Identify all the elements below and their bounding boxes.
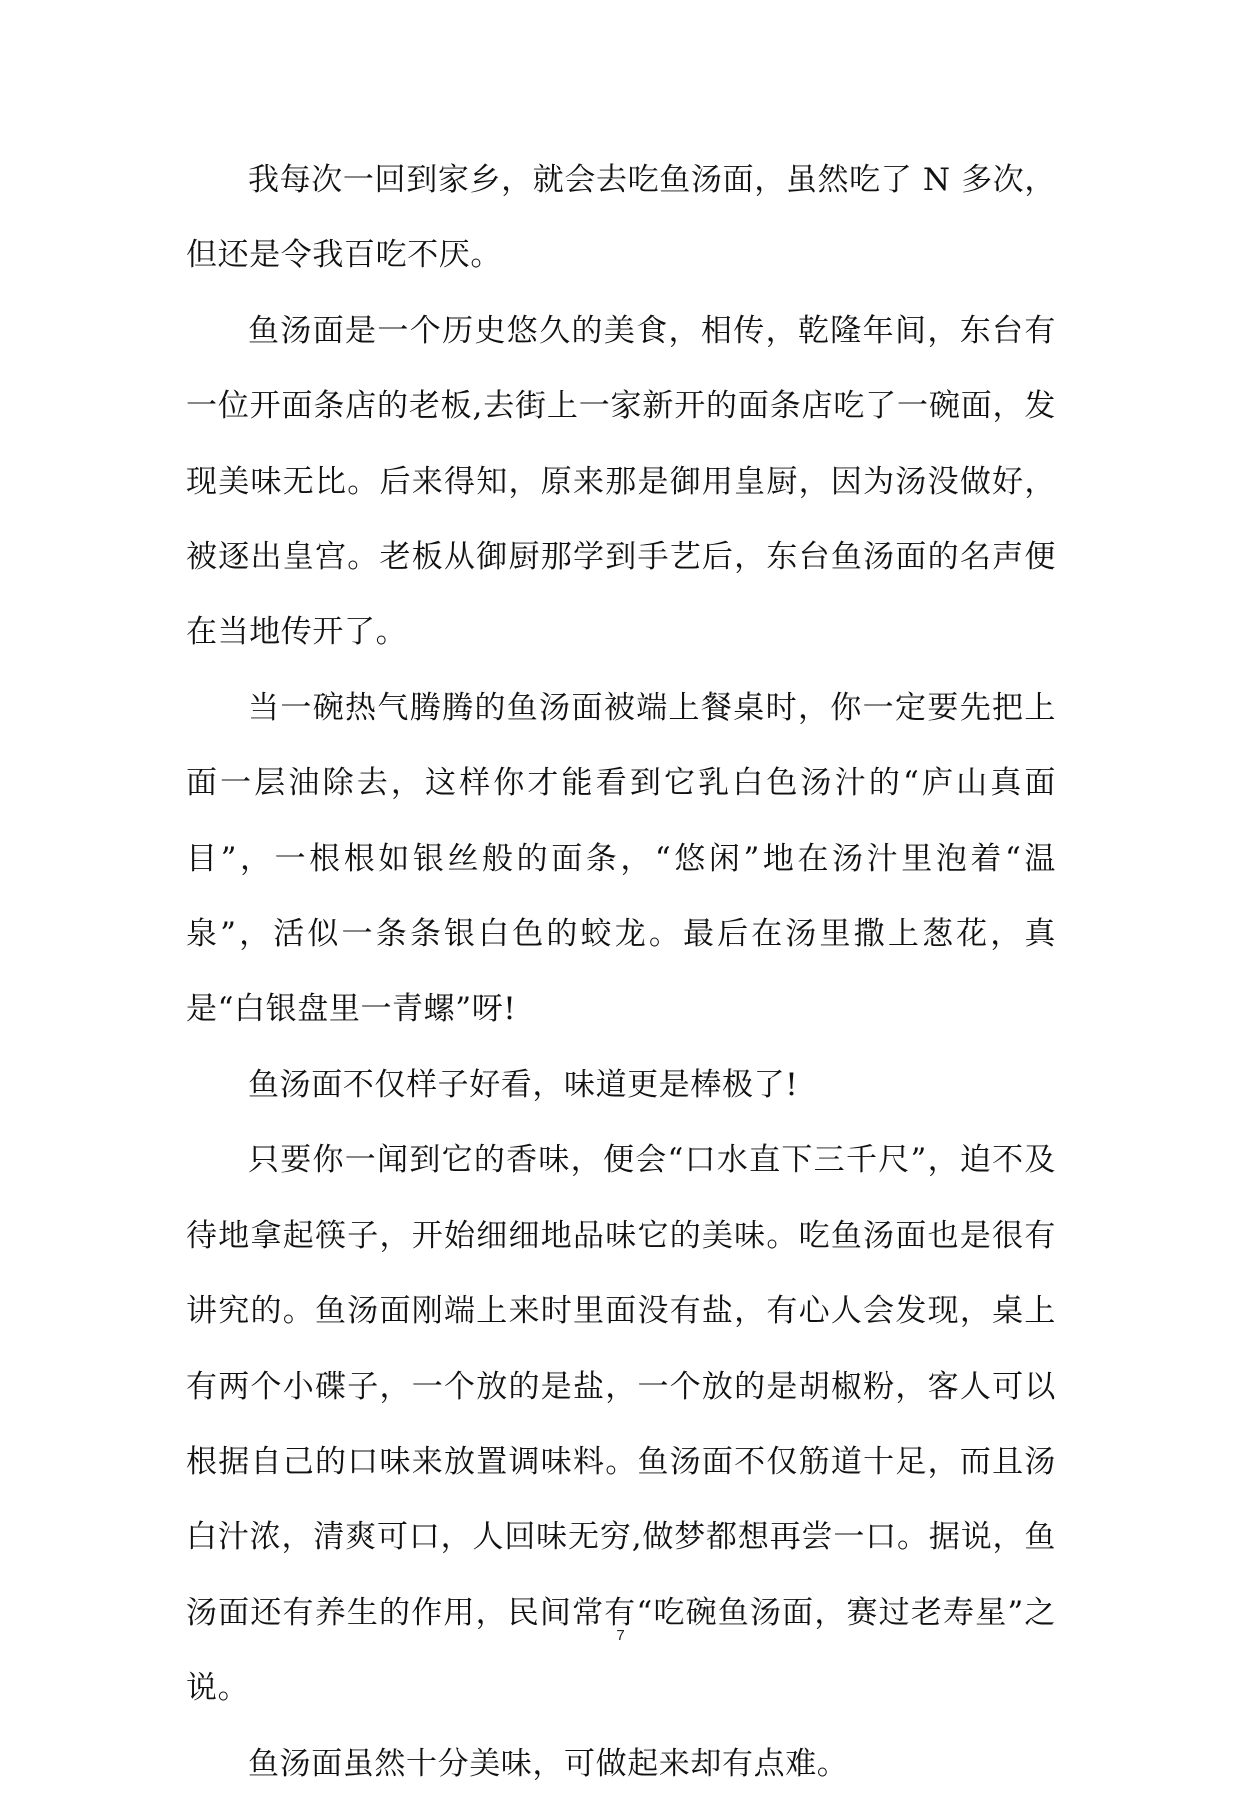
paragraph-3: 当一碗热气腾腾的鱼汤面被端上餐桌时，你一定要先把上面一层油除去，这样你才能看到它乳白色汤汁的“庐山真面目”，一根根如银丝般的面条，“悠闲”地在汤汁里泡着“温泉”，活似一条条银白色的蛟龙。最后在汤里撒上葱花，真是“白银盘里一青螺”呀!: [186, 689, 1056, 1028]
page-number: 7: [616, 1627, 625, 1644]
body-text: [186, 143, 1056, 1802]
paragraph-5: 只要你一闻到它的香味，便会“口水直下三千尺”，迫不及待地拿起筷子，开始细细地品味它的美味。吃鱼汤面也是很有讲究的。鱼汤面刚端上来时里面没有盐，有心人会发现，桌上有两个小碟子，一个放的是盐，一个放的是胡椒粉，客人可以根据自己的口味来放置调味料。鱼汤面不仅筋道十足，而且汤白汁浓，清爽可口，人回味无穷,做梦都想再尝一口。据说，鱼汤面还有养生的作用，民间常有“吃碗鱼汤面，赛过老寿星”之说。: [186, 1142, 1056, 1707]
paragraph-4: 鱼汤面不仅样子好看，味道更是棒极了!: [248, 1066, 799, 1103]
paragraph-1: 我每次一回到家乡，就会去吃鱼汤面，虽然吃了 N 多次，但还是令我百吃不厌。: [186, 162, 1056, 274]
paragraph-6: 鱼汤面虽然十分美味，可做起来却有点难。: [248, 1745, 849, 1782]
paragraph-2: 鱼汤面是一个历史悠久的美食，相传，乾隆年间，东台有一位开面条店的老板,去街上一家新开的面条店吃了一碗面，发现美味无比。后来得知，原来那是御用皇厨，因为汤没做好，被逐出皇宫。老板从御厨那学到手艺后，东台鱼汤面的名声便在当地传开了。: [186, 312, 1056, 651]
